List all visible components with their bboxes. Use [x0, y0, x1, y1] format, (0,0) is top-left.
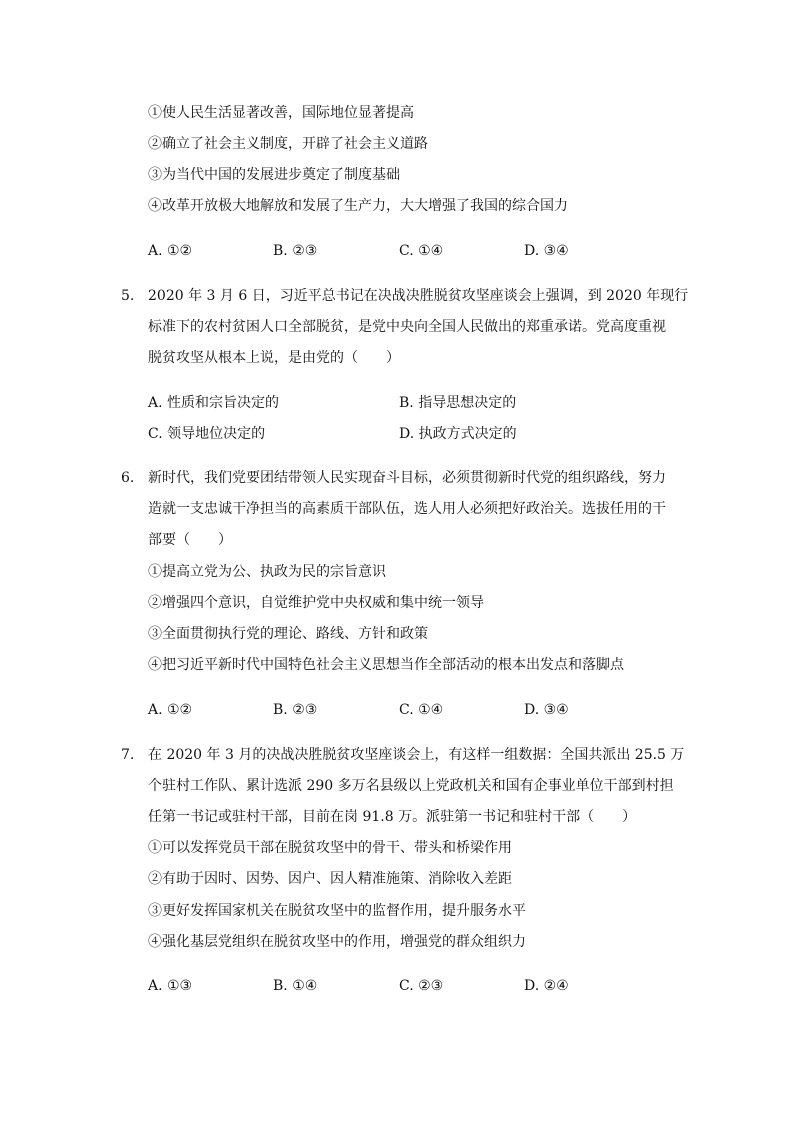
option-c[interactable]: C. ②③: [399, 978, 444, 994]
option-b[interactable]: B. ①④: [273, 978, 318, 994]
statement-4: ④改革开放极大地解放和发展了生产力，大大增强了我国的综合国力: [148, 198, 568, 214]
question-stem-line: 脱贫攻坚从根本上说，是由党的（ ）: [148, 350, 400, 366]
statement-1: ①提高立党为公、执政为民的宗旨意识: [148, 564, 386, 580]
question-stem-line: 部要（ ）: [148, 532, 232, 548]
option-c[interactable]: C. ①④: [399, 243, 444, 259]
statement-3: ③更好发挥国家机关在脱贫攻坚中的监督作用，提升服务水平: [148, 903, 526, 919]
question-stem-line: 造就一支忠诚干净担当的高素质干部队伍，选人用人必须把好政治关。选拔任用的干: [148, 501, 666, 517]
question-number: 7.: [121, 747, 135, 763]
option-a[interactable]: A. ①②: [148, 243, 193, 259]
question-stem-line: 任第一书记或驻村干部，目前在岗 91.8 万。派驻第一书记和驻村干部（ ）: [148, 809, 637, 825]
statement-3: ③为当代中国的发展进步奠定了制度基础: [148, 167, 400, 183]
statement-1: ①可以发挥党员干部在脱贫攻坚中的骨干、带头和桥梁作用: [148, 840, 512, 856]
option-a[interactable]: A. ①②: [148, 702, 193, 718]
option-b[interactable]: B. ②③: [273, 243, 318, 259]
question-stem-line: 个驻村工作队、累计选派 290 多万名县级以上党政机关和国有企事业单位干部到村担: [148, 778, 674, 794]
option-d[interactable]: D. 执政方式决定的: [399, 426, 517, 442]
option-d[interactable]: D. ②④: [524, 978, 569, 994]
option-b[interactable]: B. 指导思想决定的: [399, 395, 517, 411]
option-d[interactable]: D. ③④: [524, 702, 569, 718]
question-number: 5.: [121, 288, 135, 304]
statement-3: ③全面贯彻执行党的理论、路线、方针和政策: [148, 626, 428, 642]
option-b[interactable]: B. ②③: [273, 702, 318, 718]
option-d[interactable]: D. ③④: [524, 243, 569, 259]
question-number: 6.: [121, 470, 135, 486]
question-stem-line: 标准下的农村贫困人口全部脱贫，是党中央向全国人民做出的郑重承诺。党高度重视: [148, 319, 666, 335]
statement-2: ②有助于因时、因势、因户、因人精准施策、消除收入差距: [148, 871, 512, 887]
option-c[interactable]: C. 领导地位决定的: [148, 426, 266, 442]
question-stem-line: 2020 年 3 月 6 日，习近平总书记在决战决胜脱贫攻坚座谈会上强调，到 2020 年现行: [148, 288, 689, 304]
statement-2: ②增强四个意识，自觉维护党中央权威和集中统一领导: [148, 595, 484, 611]
statement-2: ②确立了社会主义制度，开辟了社会主义道路: [148, 136, 428, 152]
statement-4: ④把习近平新时代中国特色社会主义思想当作全部活动的根本出发点和落脚点: [148, 657, 624, 673]
option-c[interactable]: C. ①④: [399, 702, 444, 718]
option-a[interactable]: A. ①③: [148, 978, 193, 994]
statement-1: ①使人民生活显著改善，国际地位显著提高: [148, 105, 414, 121]
statement-4: ④强化基层党组织在脱贫攻坚中的作用，增强党的群众组织力: [148, 934, 526, 950]
question-stem-line: 新时代，我们党要团结带领人民实现奋斗目标，必须贯彻新时代党的组织路线，努力: [148, 470, 666, 486]
question-stem-line: 在 2020 年 3 月的决战决胜脱贫攻坚座谈会上，有这样一组数据：全国共派出 25.5 万: [148, 747, 685, 763]
option-a[interactable]: A. 性质和宗旨决定的: [148, 395, 280, 411]
